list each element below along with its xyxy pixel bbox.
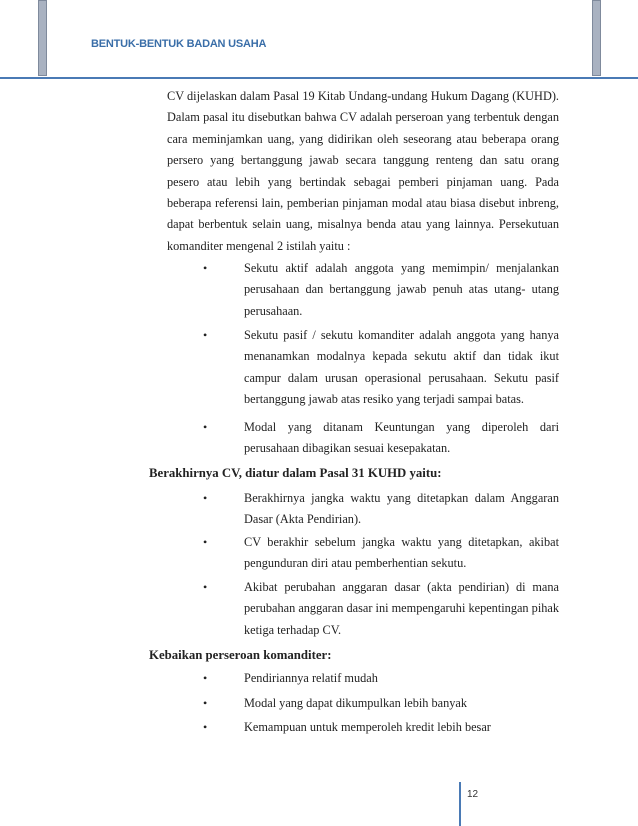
bullet-dot: • [203, 328, 208, 342]
bullet-dot: • [203, 696, 208, 710]
bullet-dot: • [203, 420, 208, 434]
bullet-dot: • [203, 535, 208, 549]
section-heading-kebaikan: Kebaikan perseroan komanditer: [149, 648, 332, 662]
running-header-title: BENTUK-BENTUK BADAN USAHA [91, 38, 267, 50]
bullet-dot: • [203, 491, 208, 505]
list-item-kebaikan-3: Kemampuan untuk memperoleh kredit lebih besar [244, 720, 491, 734]
header-right-bar [592, 0, 601, 76]
list-item-modal: Modal yang ditanam Keuntungan yang diperoleh dari perusahaan dibagikan sesuai kesepakatan. [244, 420, 559, 456]
bullet-dot: • [203, 720, 208, 734]
header-rule [0, 77, 638, 79]
intro-paragraph: CV dijelaskan dalam Pasal 19 Kitab Undang-undang Hukum Dagang (KUHD). Dalam pasal itu disebutkan bahwa CV adalah perseroan yang terbentuk dengan cara meminjamkan uang, yang didirikan oleh seseorang atau beberapa orang persero yang bertanggung jawab secara tanggung renteng dan satu orang pesero atau lebih yang bertindak sebagai pemberi pinjaman uang. Pada beberapa referensi lain, pemberian pinjaman modal atau biasa disebut inbreng, dapat berbentuk selain uang, misalnya benda atau yang lainnya. Persekutuan komanditer mengenal 2 istilah yaitu : [167, 89, 559, 253]
bullet-dot: • [203, 671, 208, 685]
bullet-dot: • [203, 261, 208, 275]
bullet-dot: • [203, 580, 208, 594]
list-item-kebaikan-2: Modal yang dapat dikumpulkan lebih banyak [244, 696, 468, 710]
section-heading-berakhir: Berakhirnya CV, diatur dalam Pasal 31 KUHD yaitu: [149, 466, 442, 480]
footer-rule [459, 782, 461, 826]
list-item-sekutu-pasif: Sekutu pasif / sekutu komanditer adalah anggota yang hanya menanamkan modalnya kepada sekutu aktif dan tidak ikut campur dalam urusan operasional perusahaan. Sekutu pasif bertanggung jawab atas resiko yang terjadi sampai batas. [244, 328, 559, 407]
header-left-bar [38, 0, 47, 76]
list-item-berakhir-3: Akibat perubahan anggaran dasar (akta pendirian) di mana perubahan anggaran dasar ini mempengaruhi kepentingan pihak ketiga terhadap CV. [244, 580, 559, 637]
list-item-berakhir-2: CV berakhir sebelum jangka waktu yang ditetapkan, akibat pengunduran diri atau pemberhentian sekutu. [244, 535, 559, 571]
list-item-berakhir-1: Berakhirnya jangka waktu yang ditetapkan dalam Anggaran Dasar (Akta Pendirian). [244, 491, 559, 527]
list-item-sekutu-aktif: Sekutu aktif adalah anggota yang memimpin/ menjalankan perusahaan dan bertanggung jawab penuh atas utang- utang perusahaan. [244, 261, 559, 318]
list-item-kebaikan-1: Pendiriannya relatif mudah [244, 671, 378, 685]
page-number: 12 [467, 789, 479, 800]
